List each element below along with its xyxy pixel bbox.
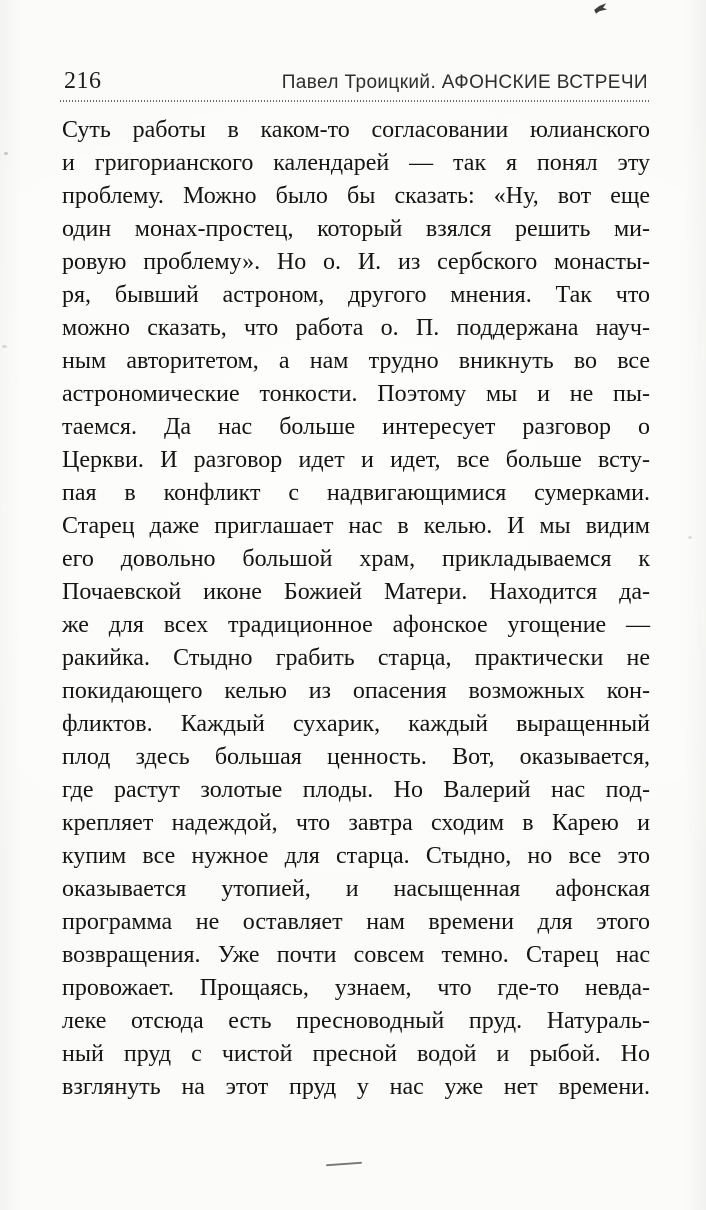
text-line: Церкви. И разговор идет и идет, все больше всту-: [62, 447, 650, 473]
text-line: ровую проблему». Но о. И. из сербского монасты-: [62, 249, 650, 275]
text-line: его довольно большой храм, прикладываемся к: [62, 546, 650, 572]
text-line: купим все нужное для старца. Стыдно, но все это: [62, 843, 650, 869]
text-line: Почаевской иконе Божией Матери. Находится да-: [62, 579, 650, 605]
paper-speck: [4, 152, 8, 155]
text-line: возвращения. Уже почти совсем темно. Старец нас: [62, 942, 650, 968]
text-line: можно сказать, что работа о. П. поддержана науч-: [62, 315, 650, 341]
text-line: ракийка. Стыдно грабить старца, практически не: [62, 645, 650, 671]
page-header: [64, 68, 648, 95]
text-line: астрономические тонкости. Поэтому мы и не пы-: [62, 381, 650, 407]
text-line: провожает. Прощаясь, узнаем, что где-то невда-: [62, 975, 650, 1001]
text-line: же для всех традиционное афонское угощение —: [62, 612, 650, 638]
text-line: и григорианского календарей — так я понял эту: [62, 150, 650, 176]
text-line: плод здесь большая ценность. Вот, оказывается,: [62, 744, 650, 770]
text-line: программа не оставляет нам времени для этого: [62, 909, 650, 935]
text-line: проблему. Можно было бы сказать: «Ну, вот еще: [62, 183, 650, 209]
text-line: Старец даже приглашает нас в келью. И мы видим: [62, 513, 650, 539]
paper-speck: [688, 536, 692, 539]
text-line: таемся. Да нас больше интересует разговор о: [62, 414, 650, 440]
ink-speck: [593, 3, 607, 14]
text-line: ный пруд с чистой пресной водой и рыбой. Но: [62, 1041, 650, 1067]
paper-speck: [2, 345, 7, 348]
text-line: где растут золотые плоды. Но Валерий нас под-: [62, 777, 650, 803]
text-line: один монах-простец, который взялся решить ми-: [62, 216, 650, 242]
text-line: пая в конфликт с надвигающимися сумерками.: [62, 480, 650, 506]
text-line: взглянуть на этот пруд у нас уже нет времени.: [62, 1074, 650, 1100]
header-rule: [60, 100, 650, 102]
text-line: леке отсюда есть пресноводный пруд. Натураль-: [62, 1008, 650, 1034]
scan-dash-mark: [326, 1162, 362, 1167]
text-line: ря, бывший астроном, другого мнения. Так что: [62, 282, 650, 308]
body-text: [62, 114, 650, 1104]
running-title: Павел Троицкий. АФОНСКИЕ ВСТРЕЧИ: [281, 72, 648, 93]
text-line: оказывается утопией, и насыщенная афонская: [62, 876, 650, 902]
text-line: Суть работы в каком-то согласовании юлианского: [62, 117, 650, 143]
text-line: фликтов. Каждый сухарик, каждый выращенный: [62, 711, 650, 737]
text-line: ным авторитетом, а нам трудно вникнуть во все: [62, 348, 650, 374]
text-line: крепляет надеждой, что завтра сходим в Карею и: [62, 810, 650, 836]
text-line: покидающего келью из опасения возможных кон-: [62, 678, 650, 704]
page-number: 216: [64, 68, 102, 94]
